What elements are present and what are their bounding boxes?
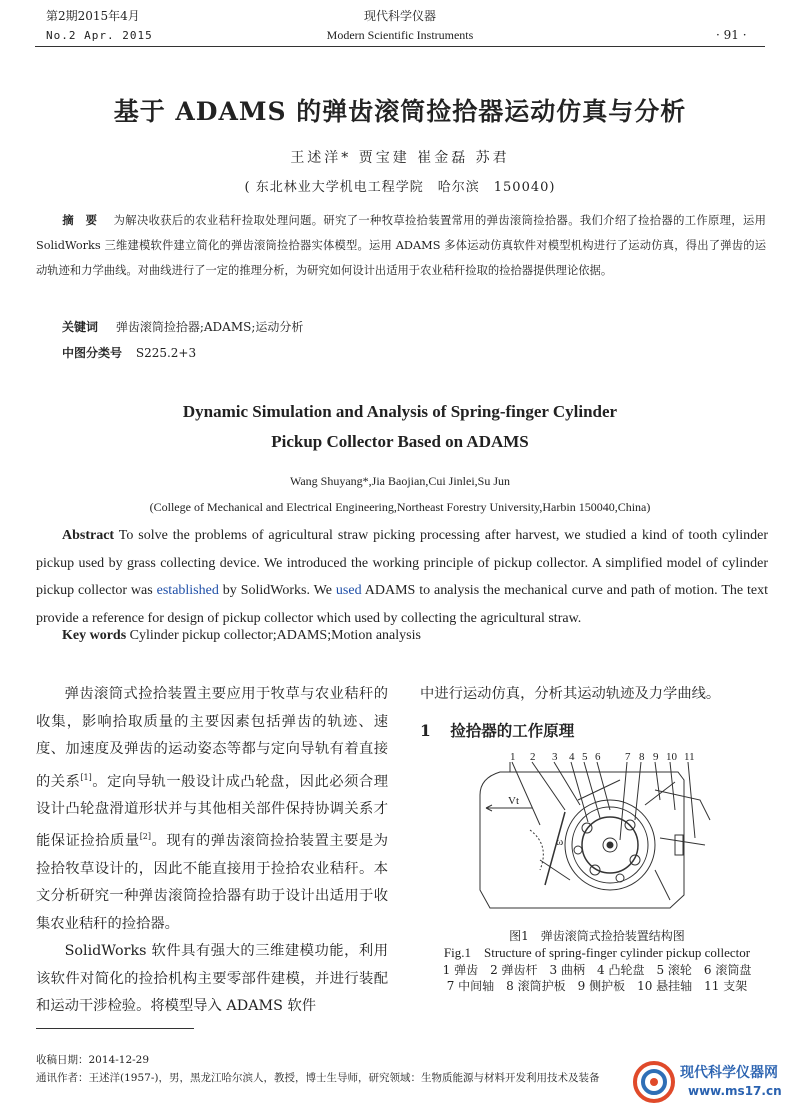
fig-label-10: 10 xyxy=(666,751,677,763)
keywords-en xyxy=(62,628,421,644)
journal-en: Modern Scientific Instruments xyxy=(326,28,474,42)
watermark-logo xyxy=(632,1058,792,1108)
fig-label-1: 1 xyxy=(510,751,516,763)
ref-2[interactable]: [2] xyxy=(139,832,152,842)
body-paragraph-1 xyxy=(36,681,388,938)
watermark-icon xyxy=(632,1060,676,1104)
fig-label-5: 5 xyxy=(582,751,588,763)
watermark-url[interactable]: www.ms17.cn xyxy=(688,1084,782,1098)
title-en-line1: Dynamic Simulation and Analysis of Spring-finger Cylinder xyxy=(182,402,618,421)
figure-1-diagram xyxy=(470,750,720,915)
header-rule xyxy=(35,46,765,47)
body-left-column xyxy=(36,681,388,1021)
title-en-line2: Pickup Collector Based on ADAMS xyxy=(271,432,529,451)
clc-code xyxy=(62,344,196,361)
keywords-cn xyxy=(62,318,303,335)
abstract-link-used[interactable]: used xyxy=(335,583,362,598)
body-p1a: 弹齿滚筒式捡拾装置主要应用于牧草与农业秸秆的收集，影响拾取质量的主要因素包括弹齿的轨迹、速度、加速度及弹齿的运动姿态等都与定向导轨有着直接的关系 xyxy=(36,686,388,790)
ref-1[interactable]: [1] xyxy=(80,772,92,782)
section-1-title: 捡拾器的工作原理 xyxy=(450,721,575,740)
abstract-en-part3: ADAMS to analysis the mechanical curve and path of motion. The text provide a reference for design of pickup collector which used by collecting the agricultural straw. xyxy=(36,583,769,626)
figure-legend-1: 1 弹齿 2 弹齿杆 3 曲柄 4 凸轮盘 5 滚轮 6 滚筒盘 xyxy=(442,963,752,977)
fig-label-6: 6 xyxy=(595,751,601,763)
authors-cn: 王述洋* 贾宝建 崔金磊 苏君 xyxy=(290,150,510,166)
issue-en: No.2 Apr. 2015 xyxy=(46,29,153,42)
body-paragraph-2: SolidWorks 软件具有强大的三维建模功能，利用该软件对简化的捡拾机构主要零部件建模，并进行装配和运动干涉检验。将模型导入 ADAMS 软件 xyxy=(36,943,388,1015)
abstract-en xyxy=(36,522,768,632)
abstract-cn xyxy=(36,208,766,283)
footnote-rule xyxy=(36,1028,194,1029)
fig-label-7: 7 xyxy=(625,751,631,763)
omega-label: ω xyxy=(556,836,564,848)
abstract-en-label: Abstract xyxy=(62,528,115,543)
fig-label-11: 11 xyxy=(684,751,695,763)
keywords-cn-text: 弹齿滚筒捡拾器;ADAMS;运动分析 xyxy=(115,320,304,334)
affiliation-cn: ( 东北林业大学机电工程学院 哈尔滨 150040) xyxy=(244,180,556,195)
section-1-heading xyxy=(420,719,574,741)
keywords-en-label: Key words xyxy=(62,628,127,643)
abstract-en-part1: To solve the problems of agricultural straw picking processing after harvest, we studied a kind of tooth cylinder pickup used by grass collecting device. We introduced the working principle of pickup collector. A simplified model of cylinder pickup collector was xyxy=(36,528,769,598)
issue-cn: 第2期2015年4月 xyxy=(46,9,140,23)
fig-label-3: 3 xyxy=(552,751,558,763)
abstract-link-established[interactable]: established xyxy=(156,583,219,598)
watermark-text: 现代科学仪器网 xyxy=(680,1065,778,1081)
figure-caption-cn: 图1 弹齿滚筒式捡拾装置结构图 xyxy=(509,929,685,943)
velocity-label: Vt xyxy=(508,795,519,807)
clc-label: 中图分类号 xyxy=(62,346,123,360)
keywords-en-text: Cylinder pickup collector;ADAMS;Motion analysis xyxy=(129,628,421,643)
fig-label-2: 2 xyxy=(530,751,536,763)
title-cn: 基于 ADAMS 的弹齿滚筒捡拾器运动仿真与分析 xyxy=(113,97,687,126)
journal-cn: 现代科学仪器 xyxy=(363,9,436,23)
body-p1b: 。定向导轨一般设计成凸轮盘，因此必须合理设计凸轮盘滑道形状并与其他相关部件保持协调关系才能保证捡拾质量 xyxy=(36,773,389,850)
figure-labels xyxy=(508,751,695,848)
abstract-cn-text: 为解决收获后的农业秸秆捡取处理问题。研究了一种牧草捡拾装置常用的弹齿滚筒捡拾器。我们介绍了捡拾器的工作原理，运用 SolidWorks 三维建模软件建立简化的弹齿滚筒捡拾器实体模型。运用 ADAMS 多体运动仿真软件对模型机构进行了运动仿真，得出了弹齿的运动轨迹和力学曲线。对曲线进行了一定的推理分析，为研究如何设计出适用于农业秸秆捡取的捡拾器提供理论依据。 xyxy=(36,214,766,277)
page-number: · 91 · xyxy=(716,28,747,42)
authors-en: Wang Shuyang*,Jia Baojian,Cui Jinlei,Su Jun xyxy=(289,474,511,488)
affiliation-en: (College of Mechanical and Electrical Engineering,Northeast Forestry University,Harbin 150040,China) xyxy=(149,500,651,514)
body-right-continuation: 中进行运动仿真，分析其运动轨迹及力学曲线。 xyxy=(420,686,721,702)
spring-finger xyxy=(545,812,565,885)
title-en xyxy=(0,397,800,457)
footnote-received: 收稿日期：2014-12-29 xyxy=(36,1054,150,1066)
figure-legend-2: 7 中间轴 8 滚筒护板 9 侧护板 10 悬挂轴 11 支架 xyxy=(446,979,748,993)
fig-label-9: 9 xyxy=(653,751,659,763)
section-1-number: 1 xyxy=(420,721,431,740)
clc-text: S225.2+3 xyxy=(135,346,197,360)
body-p1c: 。现有的弹齿滚筒捡拾装置主要是为捡拾牧草设计的，因此不能直接用于捡拾农业秸秆。本文分析研究一种弹齿滚筒捡拾器有助于设计出适用于收集农业秸秆的捡拾器。 xyxy=(36,833,389,932)
fig-label-4: 4 xyxy=(569,751,575,763)
abstract-cn-label: 摘 要 xyxy=(62,213,98,227)
footnote-author: 通讯作者：王述洋(1957-)，男，黑龙江哈尔滨人，教授，博士生导师，研究领域：生物质能源与材料开发利用技术及装备 xyxy=(36,1072,600,1084)
keywords-cn-label: 关键词 xyxy=(62,320,99,334)
figure-caption-en: Fig.1 Structure of spring-finger cylinder pickup collector xyxy=(443,945,751,960)
fig-label-8: 8 xyxy=(639,751,645,763)
abstract-en-part2: by SolidWorks. We xyxy=(222,583,332,598)
